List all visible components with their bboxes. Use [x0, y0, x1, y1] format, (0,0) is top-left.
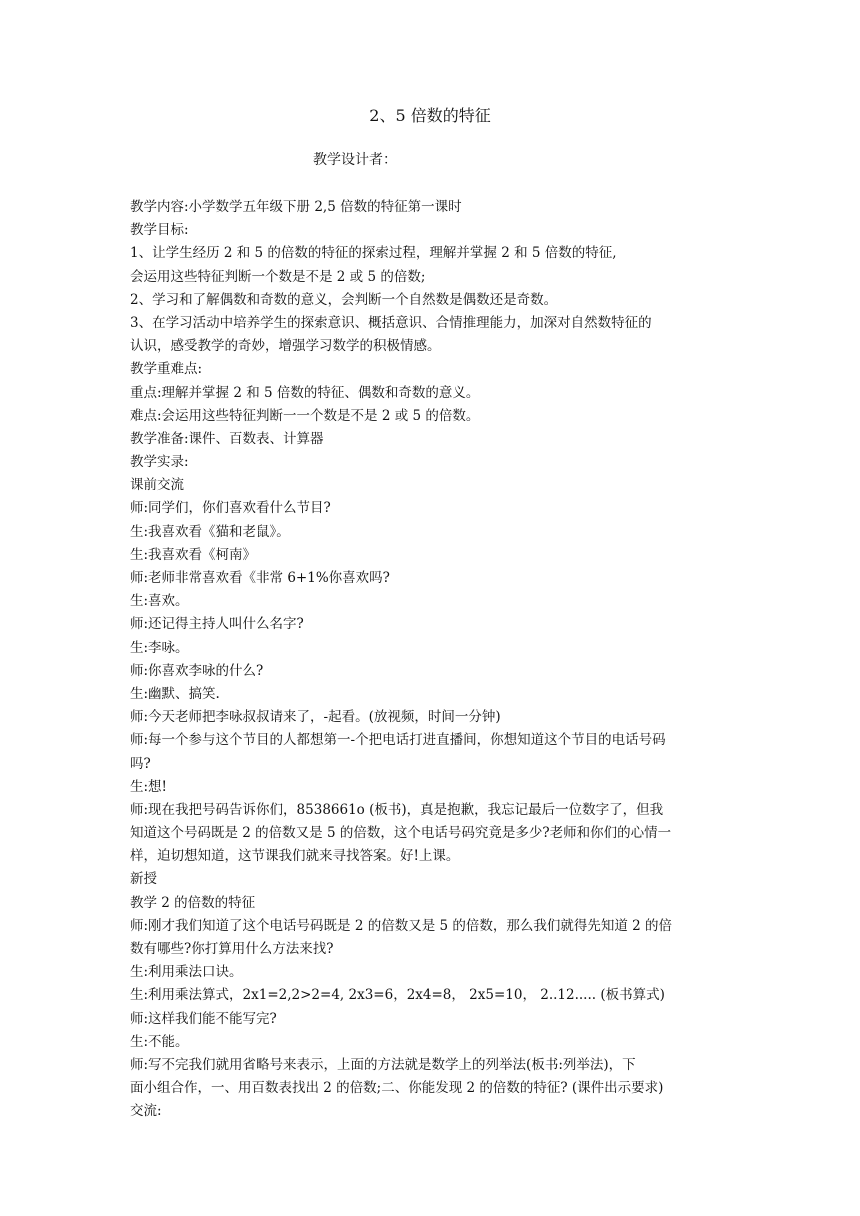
text-line: 教学准备:课件、百数表、计算器	[130, 430, 324, 447]
text-line: 师:今天老师把李咏叔叔请来了，-起看。(放视频，时间一分钟)	[130, 709, 501, 726]
text-line: 师:还记得主持人叫什么名字?	[130, 616, 304, 633]
designer-label: 教学设计者：	[313, 152, 397, 168]
text-line: 重点:理解并掌握 2 和 5 倍数的特征、偶数和奇数的意义。	[130, 384, 480, 401]
text-line: 会运用这些特征判断一个数是不是 2 或 5 的倍数;	[130, 268, 426, 285]
text-line: 教学 2 的倍数的特征	[130, 894, 256, 911]
text-line: 师:写不完我们就用省略号来表示，上面的方法就是数学上的列举法(板书:列举法)，下	[130, 1056, 636, 1073]
text-line: 课前交流	[130, 477, 184, 494]
text-line: 生:幽默、搞笑.	[130, 685, 220, 702]
text-line: 3、在学习活动中培养学生的探索意识、概括意识、合情推理能力，加深对自然数特征的	[130, 314, 652, 331]
text-line: 样，迫切想知道，这节课我们就来寻找答案。好!上课。	[130, 848, 460, 865]
text-line: 师:现在我把号码告诉你们，8538661o (板书)，真是抱歉，我忘记最后一位数字了，但我	[130, 801, 664, 818]
text-line: 吗?	[130, 755, 151, 772]
text-line: 生:我喜欢看《猫和老鼠》。	[130, 523, 290, 540]
document-body	[130, 196, 740, 1124]
text-line: 师:老师非常喜欢看《非常 6+1%你喜欢吗?	[130, 570, 390, 586]
text-line: 师:你喜欢李咏的什么?	[130, 662, 264, 679]
text-line: 师:这样我们能不能写完?	[130, 1010, 277, 1027]
text-line: 教学目标:	[130, 222, 189, 239]
text-line: 教学重难点:	[130, 361, 203, 378]
text-line: 生:喜欢。	[130, 593, 189, 610]
text-line: 生:李咏。	[130, 639, 189, 656]
text-line: 交流:	[130, 1103, 162, 1120]
text-line: 教学实录:	[130, 454, 189, 471]
text-line: 认识，感受教学的奇妙，增强学习数学的积极情感。	[130, 338, 441, 355]
text-line: 新授	[130, 871, 157, 888]
text-line: 生:利用乘法口诀。	[130, 964, 243, 981]
text-line: 难点:会运用这些特征判断一一个数是不是 2 或 5 的倍数。	[130, 407, 480, 424]
text-line: 面小组合作，一、用百数表找出 2 的倍数;二、你能发现 2 的倍数的特征? (课件出示要求)	[130, 1080, 664, 1097]
text-line: 生:我喜欢看《柯南》	[130, 546, 257, 563]
text-line: 师:刚才我们知道了这个电话号码既是 2 的倍数又是 5 的倍数，那么我们就得先知道 2 的倍	[130, 917, 673, 934]
text-line: 师:同学们，你们喜欢看什么节目?	[130, 500, 331, 517]
text-line: 生:想!	[130, 778, 167, 795]
document-title: 2、5 倍数的特征	[369, 106, 491, 125]
text-line: 教学内容:小学数学五年级下册 2,5 倍数的特征第一课时	[130, 199, 462, 215]
text-line: 1、让学生经历 2 和 5 的倍数的特征的探索过程，理解并掌握 2 和 5 倍数的特征,	[130, 245, 617, 262]
text-line: 2、学习和了解偶数和奇数的意义，会判断一个自然数是偶数还是奇数。	[130, 291, 558, 308]
text-line: 生:利用乘法算式，2x1=2,2>2=4, 2x3=6，2x4=8， 2x5=10， 2..12..... (板书算式)	[130, 987, 665, 1004]
text-line: 数有哪些?你打算用什么方法来找?	[130, 941, 334, 957]
text-line: 师:每一个参与这个节目的人都想第一-个把电话打进直播间，你想知道这个节目的电话号码	[130, 732, 666, 749]
text-line: 知道这个号码既是 2 的倍数又是 5 的倍数，这个电话号码究竟是多少?老师和你们的心情一	[130, 825, 672, 842]
text-line: 生:不能。	[130, 1033, 189, 1050]
